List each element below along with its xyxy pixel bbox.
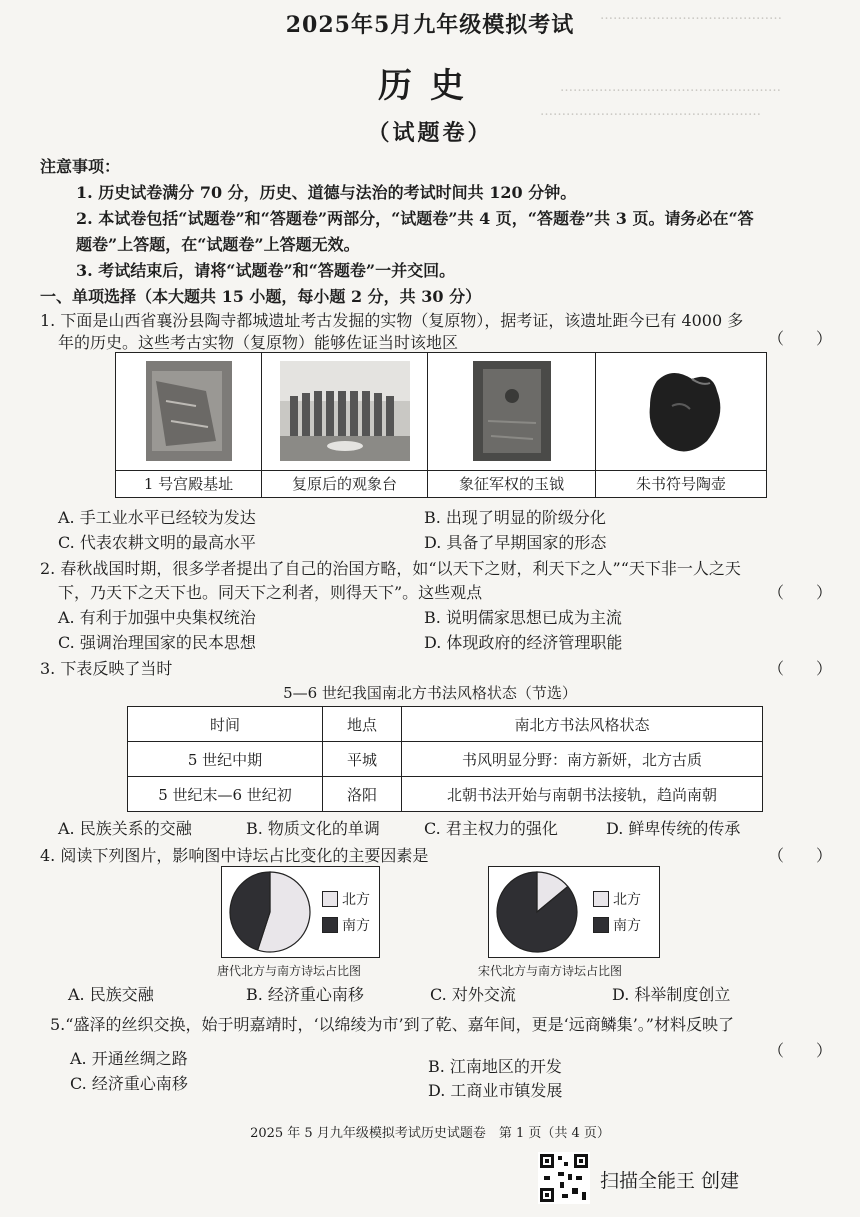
option-c: C. 强调治理国家的民本思想 — [58, 633, 256, 652]
notes-item: 3. 考试结束后，请将“试题卷”和“答题卷”一并交回。 — [76, 261, 456, 280]
artifact-cell — [428, 353, 596, 497]
question-2-stem: 下，乃天下之天下也。同天下之利者，则得天下”。这些观点 — [58, 583, 483, 602]
question-1-stem: 1. 下面是山西省襄汾县陶寺都城遗址考古发掘的实物（复原物），据考证，该遗址距今已有 4000 多 — [40, 311, 744, 330]
subject-title: 历史 — [378, 66, 482, 106]
bleed-through-text: …………………………………………… — [540, 104, 761, 119]
option-b: B. 出现了明显的阶级分化 — [424, 508, 606, 527]
option-a: A. 民族关系的交融 — [58, 819, 192, 838]
option-d: D. 科举制度创立 — [612, 985, 731, 1004]
option-c: C. 代表农耕文明的最高水平 — [58, 533, 256, 552]
answer-paren: （ ） — [768, 846, 833, 865]
bleed-through-text: …………………………………………… — [560, 80, 781, 95]
page-footer: 2025 年 5 月九年级模拟考试历史试题卷 第 1 页（共 4 页） — [250, 1126, 610, 1141]
column-header: 时间 — [128, 707, 323, 742]
option-b: B. 经济重心南移 — [246, 985, 364, 1004]
artifact-cell — [262, 353, 428, 497]
artifact-cell — [116, 353, 262, 497]
column-header: 地点 — [323, 707, 402, 742]
answer-paren: （ ） — [768, 1041, 833, 1060]
option-d: D. 鲜卑传统的传承 — [606, 819, 741, 838]
calligraphy-table — [127, 706, 763, 812]
legend-label-south: 南方 — [613, 918, 641, 934]
legend-swatch-south — [322, 917, 338, 933]
answer-paren: （ ） — [768, 659, 833, 678]
answer-paren: （ ） — [768, 329, 833, 348]
notes-item: 题卷”上答题，在“试题卷”上答题无效。 — [76, 235, 360, 254]
option-c: C. 对外交流 — [430, 985, 516, 1004]
artifact-caption: 复原后的观象台 — [262, 470, 427, 497]
section-heading: 一、单项选择（本大题共 15 小题，每小题 2 分，共 30 分） — [40, 287, 482, 306]
table-cell: 平城 — [323, 742, 402, 777]
bleed-through-text: …………………………………… — [600, 8, 782, 23]
question-4-stem: 4. 阅读下列图片，影响图中诗坛占比变化的主要因素是 — [40, 846, 429, 865]
option-a: A. 手工业水平已经较为发达 — [58, 508, 256, 527]
table-row — [128, 777, 763, 812]
notes-heading: 注意事项： — [40, 157, 121, 176]
tang-pie-chart-box — [221, 866, 380, 958]
table-title: 5—6 世纪我国南北方书法风格状态（节选） — [283, 684, 577, 702]
artifact-image-table — [115, 352, 767, 498]
artifact-caption: 朱书符号陶壶 — [596, 470, 766, 497]
qr-code-icon — [538, 1152, 590, 1204]
notes-item: 1. 历史试卷满分 70 分，历史、道德与法治的考试时间共 120 分钟。 — [76, 183, 577, 202]
palace-foundation-photo — [146, 361, 232, 461]
option-a: A. 开通丝绸之路 — [70, 1049, 188, 1068]
exam-title: 2025年5月九年级模拟考试 — [285, 12, 575, 38]
answer-paren: （ ） — [768, 583, 833, 602]
question-2-stem: 2. 春秋战国时期，很多学者提出了自己的治国方略，如“以天下之财，利天下之人”“天下非一人之天 — [40, 559, 741, 578]
table-cell: 5 世纪中期 — [128, 742, 323, 777]
table-cell: 北朝书法开始与南朝书法接轨，趋尚南朝 — [402, 777, 763, 812]
legend-label-north: 北方 — [613, 892, 641, 908]
option-d: D. 工商业市镇发展 — [428, 1081, 563, 1100]
table-row — [128, 742, 763, 777]
option-d: D. 具备了早期国家的形态 — [424, 533, 607, 552]
table-header-row — [128, 707, 763, 742]
tang-pie-chart — [226, 867, 316, 957]
paper-type: （试题卷） — [367, 120, 493, 146]
option-b: B. 物质文化的单调 — [246, 819, 380, 838]
option-a: A. 有利于加强中央集权统治 — [58, 608, 256, 627]
column-header: 南北方书法风格状态 — [402, 707, 763, 742]
scanner-watermark: 扫描全能王 创建 — [600, 1170, 740, 1192]
notes-item: 2. 本试卷包括“试题卷”和“答题卷”两部分，“试题卷”共 4 页，“答题卷”共 3 页。请务必在“答 — [76, 209, 754, 228]
table-cell: 书风明显分野：南方新妍，北方古质 — [402, 742, 763, 777]
pottery-pot-photo — [632, 361, 732, 461]
legend-swatch-north — [322, 891, 338, 907]
option-b: B. 说明儒家思想已成为主流 — [424, 608, 622, 627]
artifact-caption: 象征军权的玉钺 — [428, 470, 595, 497]
table-cell: 5 世纪末—6 世纪初 — [128, 777, 323, 812]
legend-swatch-north — [593, 891, 609, 907]
legend-swatch-south — [593, 917, 609, 933]
artifact-caption: 1 号宫殿基址 — [116, 470, 261, 497]
observatory-photo — [280, 361, 410, 461]
option-c: C. 经济重心南移 — [70, 1074, 188, 1093]
question-1-stem: 年的历史。这些考古实物（复原物）能够佐证当时该地区 — [58, 333, 459, 352]
jade-axe-photo — [473, 361, 551, 461]
option-c: C. 君主权力的强化 — [424, 819, 558, 838]
song-pie-chart — [493, 867, 583, 957]
option-a: A. 民族交融 — [68, 985, 154, 1004]
option-d: D. 体现政府的经济管理职能 — [424, 633, 623, 652]
song-pie-chart-box — [488, 866, 660, 958]
question-3-stem: 3. 下表反映了当时 — [40, 659, 173, 678]
option-b: B. 江南地区的开发 — [428, 1057, 562, 1076]
table-cell: 洛阳 — [323, 777, 402, 812]
legend-label-north: 北方 — [342, 892, 370, 908]
song-chart-caption: 宋代北方与南方诗坛占比图 — [478, 964, 623, 978]
tang-chart-caption: 唐代北方与南方诗坛占比图 — [217, 964, 362, 978]
legend-label-south: 南方 — [342, 918, 370, 934]
question-5-stem: 5.“盛泽的丝织交换，始于明嘉靖时，‘以绵绫为市’到了乾、嘉年间，更是‘远商鳞集’。”材料反映了 — [50, 1015, 734, 1034]
artifact-cell — [596, 353, 766, 497]
